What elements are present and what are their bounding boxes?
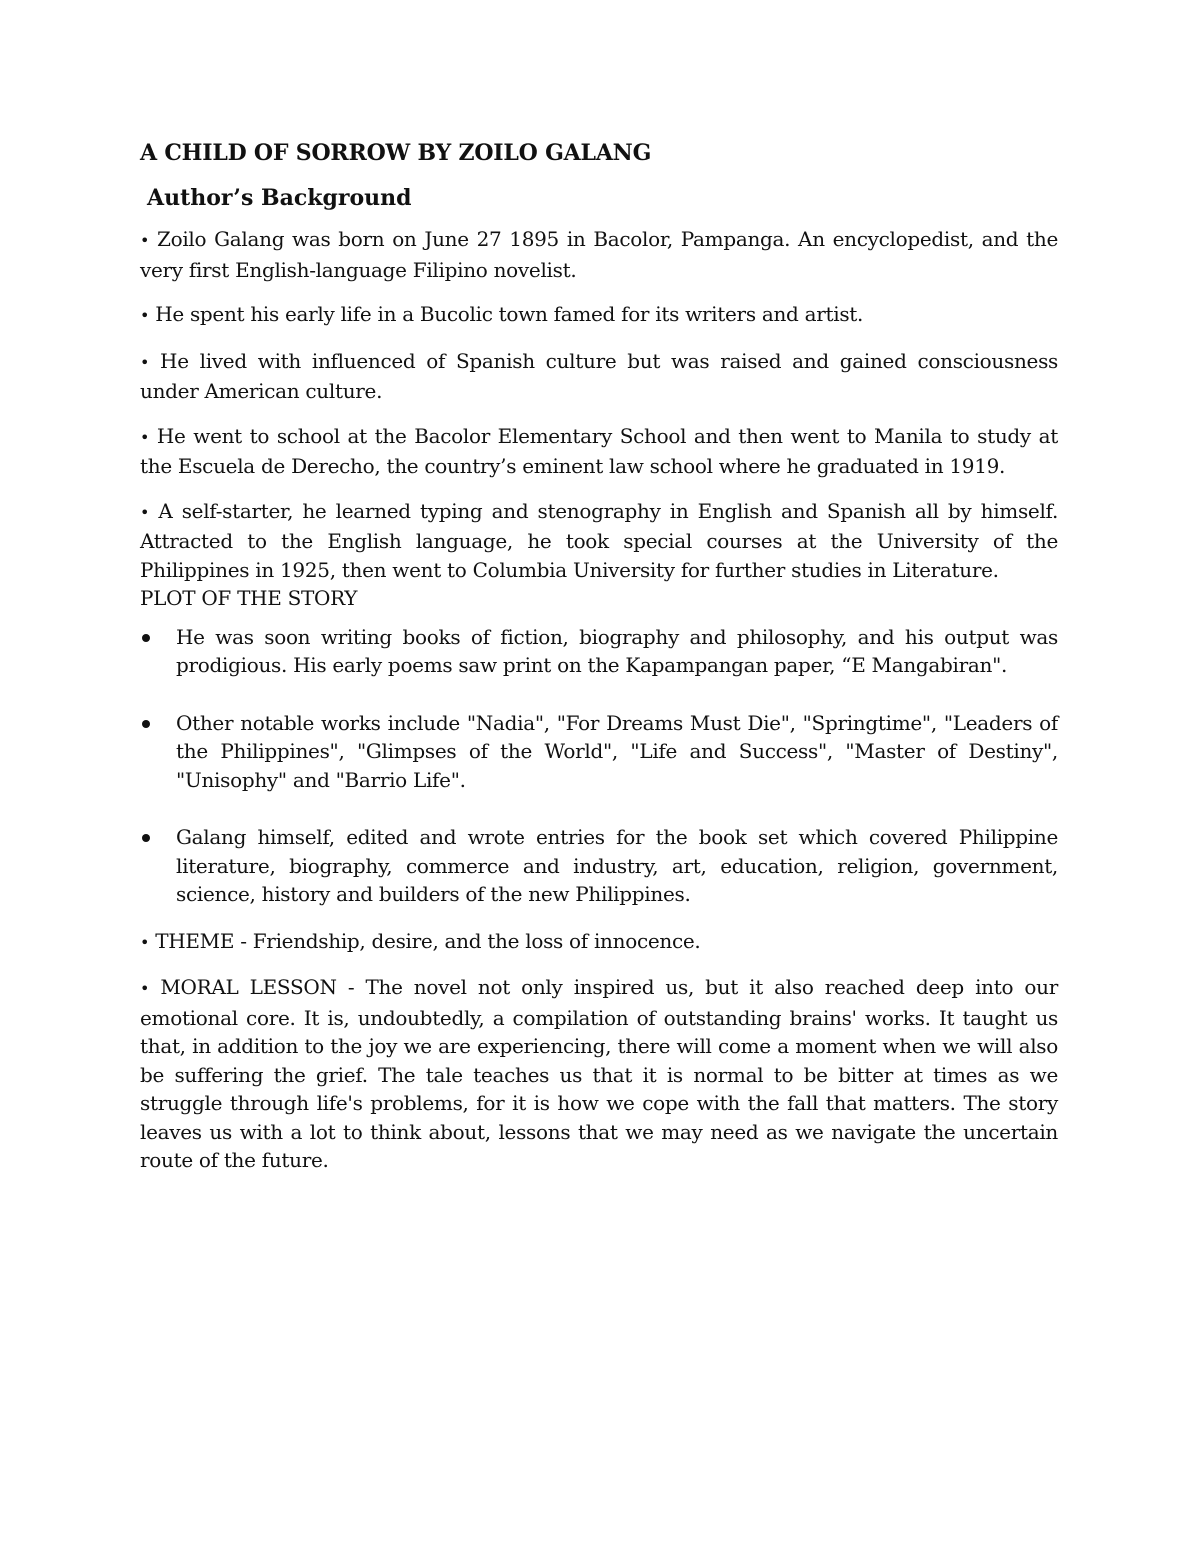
list-item-text: Other notable works include "Nadia", "For Dreams Must Die", "Springtime", "Leaders of the Philippines", "Glimpses of the World", "Life and Success", "Master of Destiny", "Unisophy" and "Barrio Life". [176,710,1058,792]
paragraph [140,225,1058,284]
section-heading-authors-background: Author’s Background [147,185,412,211]
paragraph-text: MORAL LESSON - The novel not only inspired us, but it also reached deep into our emotional core. It is, undoubtedly, a compilation of outstanding brains' works. It taught us that, in addition to the joy we are experiencing, there will come a moment when we will also be suffering the grief. The tale teaches us that it is normal to be bitter at times as we struggle through life's problems, for it is how we cope with the fall that matters. The story leaves us with a lot to think about, lessons that we may need as we navigate the uncertain route of the future. [140,975,1058,1172]
list-item [140,823,1058,909]
paragraph-text: He lived with influenced of Spanish culture but was raised and gained consciousness under American culture. [140,348,1059,403]
bullet-dot: • [140,352,150,372]
bullet-dot: • [140,427,150,447]
bullet-disc-icon [142,834,150,842]
list-item-text: He was soon writing books of fiction, biography and philosophy, and his output was prodigious. His early poems saw print on the Kapampangan paper, “E Mangabiran". [176,624,1058,677]
paragraph [140,300,1058,331]
paragraph-text: He went to school at the Bacolor Elementary School and then went to Manila to study at the Escuela de Derecho, the country’s eminent law school where he graduated in 1919. [140,423,1058,478]
bullet-disc-icon [142,634,150,642]
paragraph [140,422,1058,481]
list-item [140,709,1058,795]
document-body [140,137,1058,1191]
document-title: A CHILD OF SORROW BY ZOILO GALANG [140,140,652,166]
bullet-dot: • [140,231,150,250]
bullet-dot: • [140,502,150,522]
bullet-dot: • [140,979,150,998]
paragraph-text: A self-starter, he learned typing and stenography in English and Spanish all by himself. Attracted to the English language, he took special courses at the University of the Philippines in 1925, then went to Columbia University for further studies in Literature. [140,498,1058,582]
list-item [140,623,1058,680]
paragraph [140,347,1058,406]
section-heading-plot: PLOT OF THE STORY [140,586,358,610]
list-item-text: Galang himself, edited and wrote entries for the book set which covered Philippine literature, biography, commerce and industry, art, education, religion, government, science, history and builders of the new Philippines. [176,825,1058,906]
bullet-dot: • [140,932,150,952]
bullet-disc-icon [142,720,150,728]
paragraph-text: Zoilo Galang was born on June 27 1895 in Bacolor, Pampanga. An encyclopedist, and the very first English-language Filipino novelist. [140,227,1058,282]
plot-list [140,623,1058,909]
paragraph-text: He spent his early life in a Bucolic town famed for its writers and artist. [155,302,864,326]
paragraph-theme [140,927,1058,958]
paragraph-moral-lesson [140,973,1058,1175]
bullet-dot: • [140,306,150,325]
paragraph [140,497,1058,613]
paragraph-text: THEME - Friendship, desire, and the loss of innocence. [155,928,701,953]
